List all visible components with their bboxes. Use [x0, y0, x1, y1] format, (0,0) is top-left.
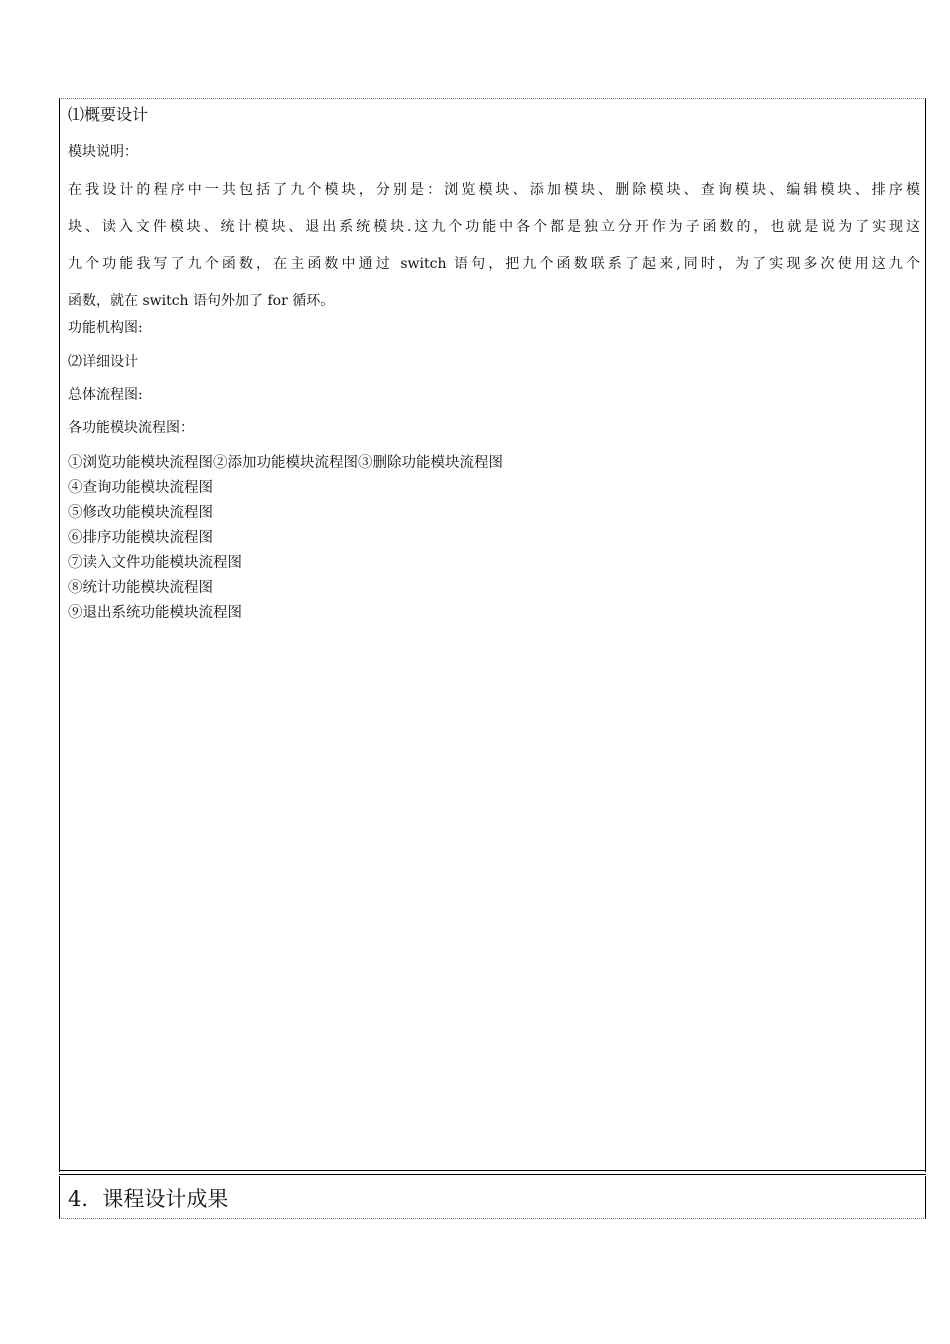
paragraph-line: 块、读入文件模块、统计模块、退出系统模块.这九个功能中各个都是独立分开作为子函数的，也就是说为了实现这: [68, 219, 920, 235]
paragraph-line: 九个功能我写了九个函数，在主函数中通过 switch 语句，把九个函数联系了起来,同时，为了实现多次使用这九个: [68, 256, 920, 272]
flow-item: ⑨退出系统功能模块流程图: [68, 605, 242, 621]
flow-item: ⑦读入文件功能模块流程图: [68, 555, 242, 571]
table-divider: [59, 1170, 926, 1171]
paragraph-line: 函数，就在 switch 语句外加了 for 循环。: [68, 293, 335, 309]
flow-item: ①浏览功能模块流程图②添加功能模块流程图③删除功能模块流程图: [68, 455, 503, 471]
section-title-results: 4．课程设计成果: [68, 1187, 229, 1211]
heading-detail-design: ⑵详细设计: [68, 354, 138, 370]
flow-item: ⑥排序功能模块流程图: [68, 530, 213, 546]
flow-item: ⑧统计功能模块流程图: [68, 580, 213, 596]
flow-item: ⑤修改功能模块流程图: [68, 505, 213, 521]
table-divider: [59, 1174, 926, 1175]
flow-item: ④查询功能模块流程图: [68, 480, 213, 496]
overall-flowchart-label: 总体流程图:: [68, 387, 143, 403]
structure-chart-label: 功能机构图:: [68, 320, 143, 336]
module-description-paragraph: [68, 172, 920, 320]
heading-outline-design: ⑴概要设计: [68, 105, 149, 124]
module-description-label: 模块说明：: [68, 144, 138, 160]
module-flowchart-label: 各功能模块流程图：: [68, 420, 194, 436]
paragraph-line: 在我设计的程序中一共包括了九个模块，分别是：浏览模块、添加模块、删除模块、查询模块、编辑模块、排序模: [68, 182, 920, 198]
